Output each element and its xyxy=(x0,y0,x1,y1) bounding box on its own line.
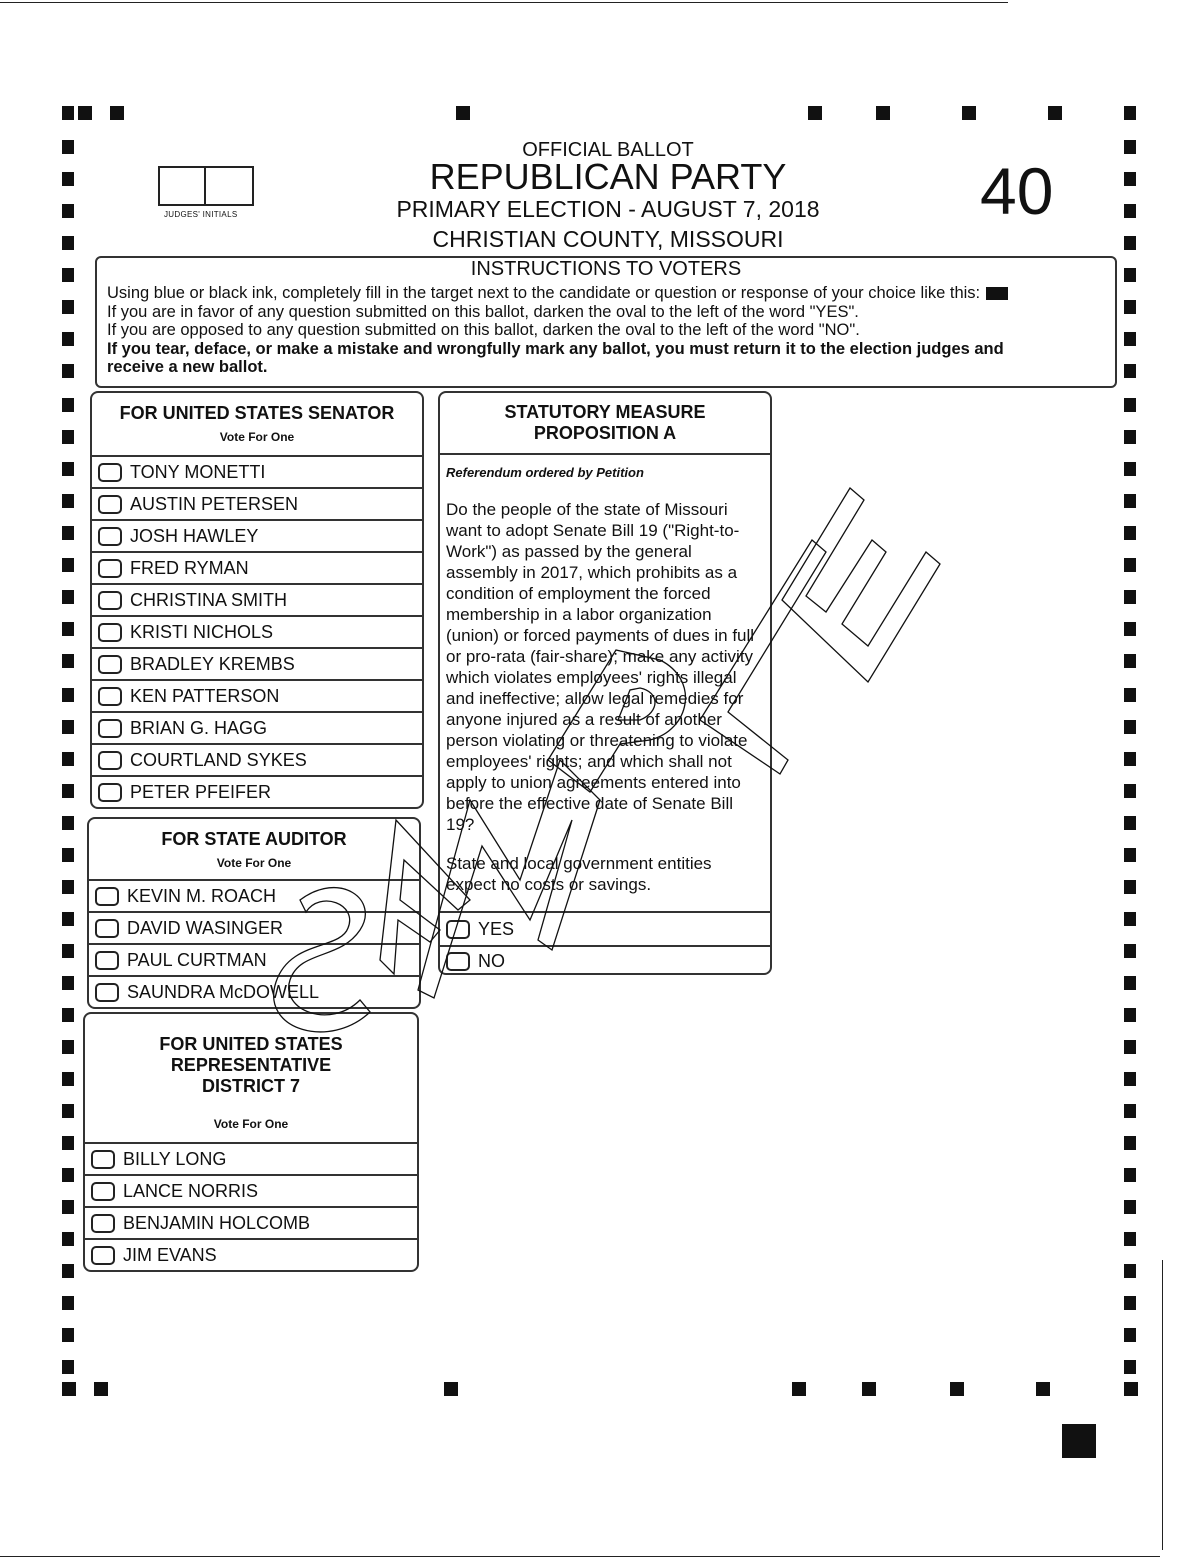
candidate-name: DAVID WASINGER xyxy=(127,917,284,938)
candidate-name: FRED RYMAN xyxy=(130,557,249,578)
candidate-name: JIM EVANS xyxy=(123,1244,217,1265)
measure-question: Do the people of the state of Missouri want to adopt Senate Bill 19 ("Right-to-Work") as passed by the general assembly in 2017, which prohibits as a condition of employment the forced membership in a labor organization (union) or forced payments of dues in full or pro-rata (fair-share); make any activity which violates employees' rights illegal and ineffective; allow legal remedies for anyone injured as a result of another person violating or threatening to violate employees' rights; and which shall not apply to union agreements entered into before the effective date of Senate Bill 19? xyxy=(446,500,755,834)
vote-for-label: Vote For One xyxy=(216,856,292,870)
instruction-line-4: If you tear, deface, or make a mistake and wrongfully mark any ballot, you must return it to the election judges and xyxy=(107,339,1004,358)
candidate-name: LANCE NORRIS xyxy=(123,1180,259,1201)
candidate-name: PETER PFEIFER xyxy=(130,781,272,802)
vote-for-label: Vote For One xyxy=(219,430,295,444)
election-title: PRIMARY ELECTION - AUGUST 7, 2018 xyxy=(396,196,820,222)
party-title: REPUBLICAN PARTY xyxy=(429,156,787,197)
candidate-name: KRISTI NICHOLS xyxy=(130,621,274,642)
measure-fiscal-note: State and local government entities expect no costs or savings. xyxy=(446,854,712,894)
instructions-title: INSTRUCTIONS TO VOTERS xyxy=(470,258,742,280)
official-ballot-label: OFFICIAL BALLOT xyxy=(522,139,694,161)
contest-title: FOR UNITED STATES SENATOR xyxy=(119,403,395,423)
candidate-name: BRADLEY KREMBS xyxy=(130,653,295,674)
contest-title-line-1: FOR UNITED STATES xyxy=(159,1034,343,1054)
contest-title-line-3: DISTRICT 7 xyxy=(201,1076,300,1096)
candidate-name: KEN PATTERSON xyxy=(130,685,280,706)
contest-title-line-2: REPRESENTATIVE xyxy=(170,1055,332,1075)
county-title: CHRISTIAN COUNTY, MISSOURI xyxy=(432,226,784,252)
candidate-name: PAUL CURTMAN xyxy=(127,949,267,970)
candidate-name: COURTLAND SYKES xyxy=(130,749,307,770)
candidate-name: BILLY LONG xyxy=(123,1148,227,1169)
instruction-line-5: receive a new ballot. xyxy=(107,358,268,376)
response-label: YES xyxy=(478,918,515,939)
measure-title-line-2: PROPOSITION A xyxy=(533,423,677,443)
response-label: NO xyxy=(478,950,505,971)
referendum-note: Referendum ordered by Petition xyxy=(446,465,644,480)
vote-for-label: Vote For One xyxy=(213,1117,289,1131)
candidate-name: BRIAN G. HAGG xyxy=(130,717,268,738)
contest-title: FOR STATE AUDITOR xyxy=(161,829,347,849)
judges-initials-label: JUDGES' INITIALS xyxy=(164,210,238,219)
instruction-line-2: If you are in favor of any question submitted on this ballot, darken the oval to the left of the word "YES". xyxy=(107,302,859,321)
candidate-name: CHRISTINA SMITH xyxy=(130,589,288,610)
instruction-line-3: If you are opposed to any question submitted on this ballot, darken the oval to the left of the word "NO". xyxy=(107,321,860,339)
candidate-name: SAUNDRA McDOWELL xyxy=(127,981,320,1002)
candidate-name: AUSTIN PETERSEN xyxy=(130,493,299,514)
candidate-name: BENJAMIN HOLCOMB xyxy=(123,1212,311,1233)
candidate-name: JOSH HAWLEY xyxy=(130,525,259,546)
ballot-number: 40 xyxy=(980,154,1054,228)
candidate-name: KEVIN M. ROACH xyxy=(127,885,277,906)
measure-title-line-1: STATUTORY MEASURE xyxy=(504,402,706,422)
candidate-name: TONY MONETTI xyxy=(130,461,266,482)
instruction-line-1: Using blue or black ink, completely fill in the target next to the candidate or question or response of your choice like this: xyxy=(107,284,981,302)
